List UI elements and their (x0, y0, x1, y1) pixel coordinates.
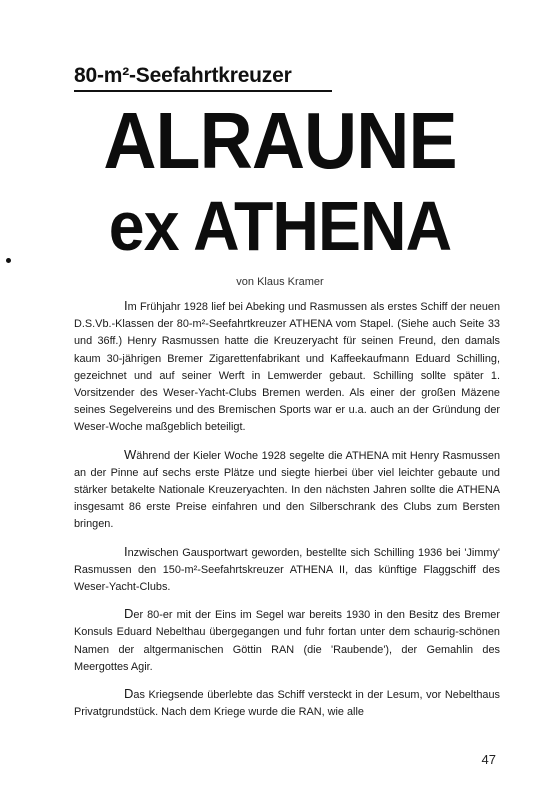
article-title-line-1: ALRAUNE (103, 96, 457, 185)
subtitle-underline (74, 90, 332, 92)
paragraph-3: Inzwischen Gausportwart geworden, bestellte sich Schilling 1936 bei 'Jimmy' Rasmussen den 150-m²-Seefahrtskreuzer ATHENA II, das künftige Flaggschiff des Weser-Yacht-Clubs. (74, 543, 500, 594)
article-title-line-2: ex ATHENA (108, 187, 452, 265)
author-byline: von Klaus Kramer (236, 276, 324, 288)
paragraph-2: Während der Kieler Woche 1928 segelte die ATHENA mit Henry Rasmussen an der Pinne auf sechs erste Plätze und siegte hierbei über viel leichter gebaute und stärker betakelte Nationale Kreuzeryachten. In den nächsten Jahren sollte die ATHENA insgesamt 86 erste Preise einfahren und den Silberschrank des Clubs zum Bersten bringen. (74, 446, 500, 531)
article-body (74, 297, 500, 730)
paragraph-4: Der 80-er mit der Eins im Segel war bereits 1930 in den Besitz des Bremer Konsuls Eduard Nebelthau übergegangen und fuhr fortan unter dem schaurig-schönen Namen der altgermanischen Göttin RAN (die 'Raubende'), der Gemahlin des Meergottes Agir. (74, 606, 500, 673)
article-subtitle: 80-m²-Seefahrtkreuzer (74, 64, 292, 87)
paragraph-1: Im Frühjahr 1928 lief bei Abeking und Rasmussen als erstes Schiff der neuen D.S.Vb.-Klassen der 80-m²-Seefahrtkreuzer ATHENA vom Stapel. (Siehe auch Seite 33 und 36ff.) Henry Rasmussen hatte die Kreuzeryacht für seinen Freund, den damals kaum 30-jährigen Bremer Zigarettenfabrikant und Kaffeekaufmann Eduard Schilling, gezeichnet und auf seiner Werft in Lemwerder gebaut. Schilling sollte später 1. Vorsitzender des Weser-Yacht-Clubs Bremen werden. Als einer der großen Mäzene seines Segelvereins und des Bremischen Sports war er u.a. auch an der Gründung der Weser-Woche maßgeblich beteiligt. (74, 298, 500, 434)
page-number: 47 (481, 752, 496, 767)
paragraph-5: Das Kriegsende überlebte das Schiff versteckt in der Lesum, vor Nebelthaus Privatgrundstück. Nach dem Kriege wurde die RAN, wie alle (74, 686, 500, 719)
scan-speck (6, 258, 11, 263)
